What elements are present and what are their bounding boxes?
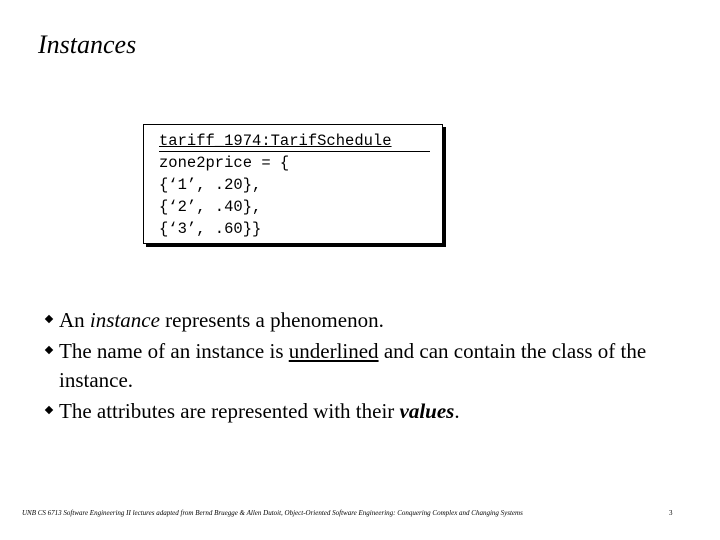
bullet-emphasis: values: [399, 399, 455, 423]
bullet-item: [48, 397, 688, 426]
bullet-text: .: [454, 399, 460, 423]
slide-title: Instances: [38, 30, 137, 59]
bullet-emphasis: underlined: [288, 339, 379, 363]
diamond-bullet-icon: [45, 315, 53, 323]
slide-footer: UNB CS 6713 Software Engineering II lectures adapted from Bernd Bruegge & Allen Dutoit, Object-Oriented Software Engineering: Conquering Complex and Changing Systems: [22, 509, 523, 517]
uml-attribute-line: {‘1’, .20},: [159, 176, 262, 194]
bullet-item: [48, 306, 688, 335]
uml-object-name: tariff_1974:TarifSchedule: [159, 132, 392, 150]
uml-attribute-line: {‘3’, .60}}: [159, 220, 262, 238]
bullet-text: An: [59, 308, 90, 332]
bullet-text: The name of an instance is: [59, 339, 289, 363]
bullet-text: and can contain the class of the instance.: [59, 339, 647, 392]
uml-object-name-compartment: [159, 130, 430, 152]
bullet-item: [48, 337, 688, 395]
bullet-emphasis: instance: [89, 308, 160, 332]
page-number: 3: [669, 509, 673, 517]
uml-attribute-line: zone2price = {: [159, 154, 290, 172]
bullet-text: represents a phenomenon.: [159, 308, 384, 332]
bullet-list: [48, 306, 688, 428]
diamond-bullet-icon: [45, 406, 53, 414]
diamond-bullet-icon: [45, 346, 53, 354]
bullet-text: The attributes are represented with their: [59, 399, 400, 423]
uml-object-box: [143, 124, 443, 244]
uml-attribute-line: {‘2’, .40},: [159, 198, 262, 216]
